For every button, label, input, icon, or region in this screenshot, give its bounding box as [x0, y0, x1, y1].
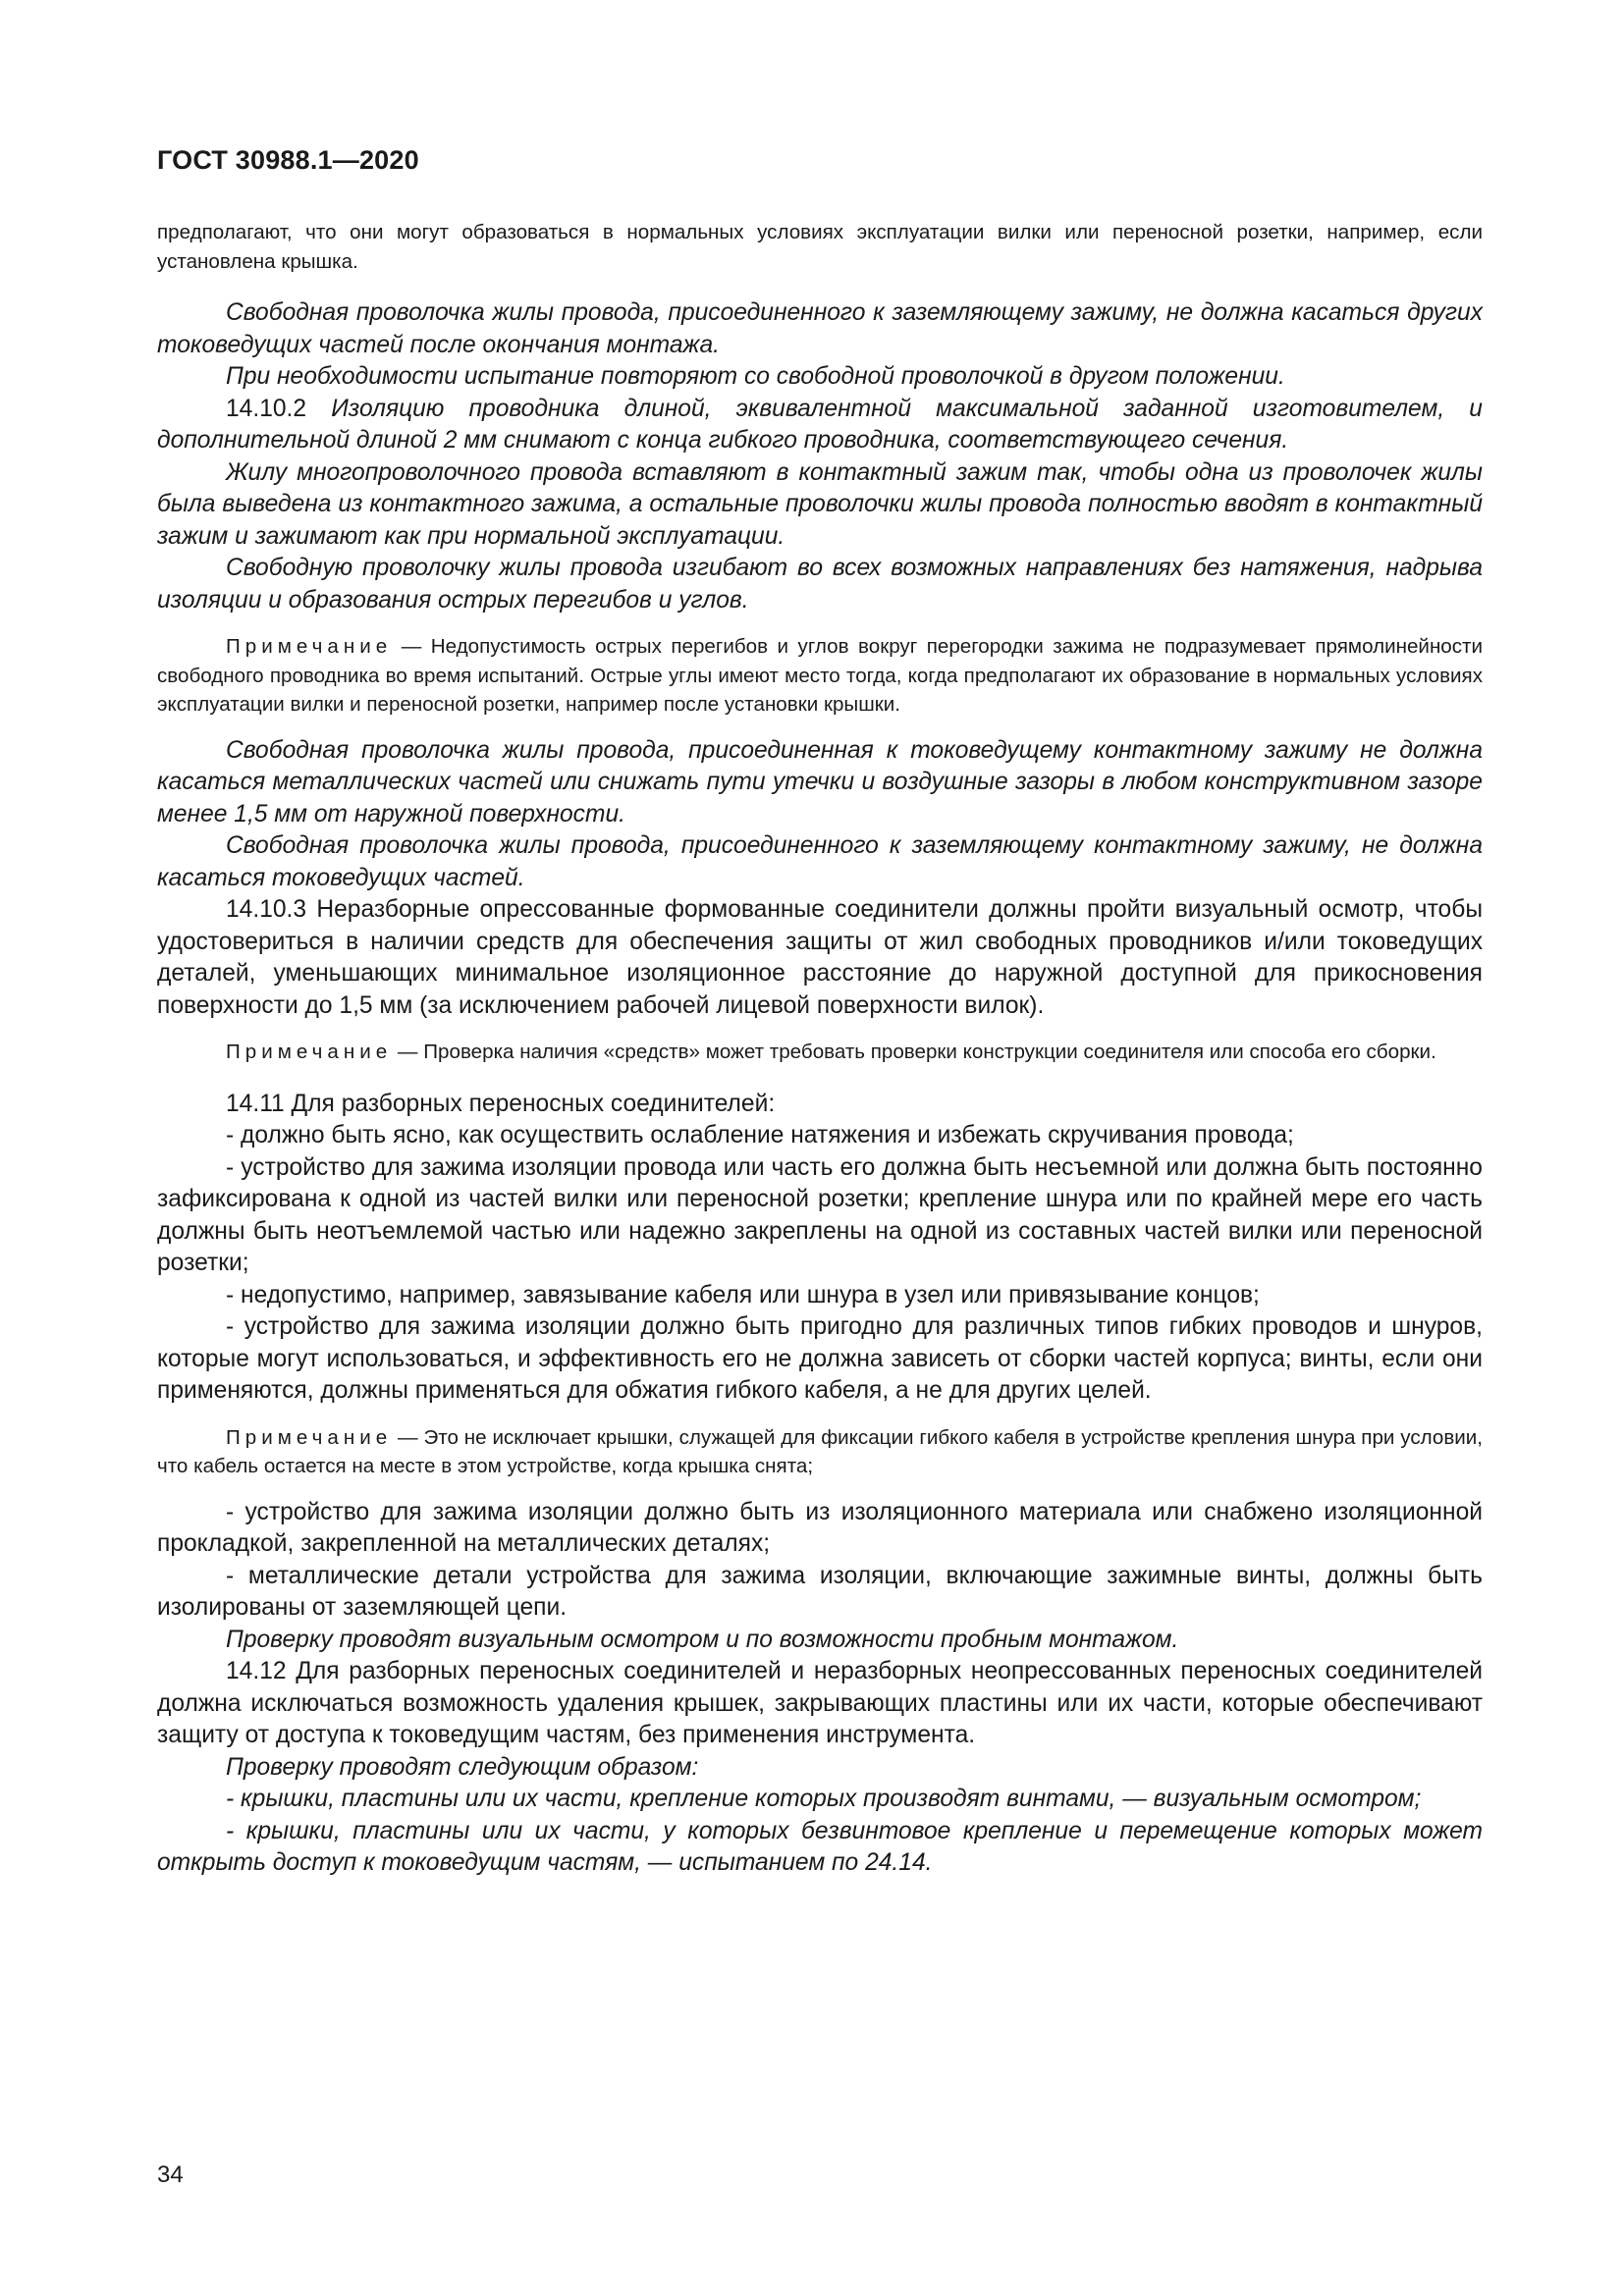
note-2 [157, 1038, 1483, 1067]
paragraph-14-10-2 [157, 394, 1483, 457]
list-item: - должно быть ясно, как осуществить ослабление натяжения и избежать скручивания провода; [226, 1122, 1294, 1148]
document-body [157, 218, 1483, 1880]
list-item: - крышки, пластины или их части, крепление которых производят винтами, — визуальным осмотром; [226, 1786, 1422, 1812]
paragraph-live-wire: Свободная проволочка жилы провода, присоединенная к токоведущему контактному зажиму не должна касаться металлических частей или снижать пути утечки и воздушные зазоры в любом конструктивном зазоре менее 1,5 мм от наружной поверхности. [157, 736, 1483, 828]
note-3 [157, 1423, 1483, 1481]
note-label: Примечание [226, 1425, 393, 1449]
document-page [157, 0, 1483, 2296]
paragraph-14-12: 14.12 Для разборных переносных соединителей и неразборных неопрессованных переносных соединителей должна исключаться возможность удаления крышек, закрывающих пластины или их части, которые обеспечивают защиту от доступа к токоведущим частям, без применения инструмента. [157, 1658, 1483, 1748]
intro-paragraph: предполагают, что они могут образоваться в нормальных условиях эксплуатации вилки или переносной розетки, например, если установлена крышка. [157, 221, 1483, 273]
document-header: ГОСТ 30988.1—2020 [157, 145, 419, 175]
paragraph-earth-contact: Свободная проволочка жилы провода, присоединенного к заземляющему контактному зажиму, не должна касаться токоведущих частей. [157, 832, 1483, 891]
paragraph-14-10-3: 14.10.3 Неразборные опрессованные формованные соединители должны пройти визуальный осмотр, чтобы удостовериться в наличии средств для обеспечения защиты от жил свободных проводников и/или токоведущих деталей, уменьшающих минимальное изоляционное расстояние до наружной доступной для прикосновения поверхности до 1,5 мм (за исключением рабочей лицевой поверхности вилок). [157, 896, 1483, 1019]
clause-text: Изоляцию проводника длиной, эквивалентной максимальной заданной изготовителем, и дополнительной длиной 2 мм снимают с конца гибкого проводника, соответствующего сечения. [157, 395, 1483, 454]
page-number: 34 [157, 2162, 184, 2188]
note-text: — Проверка наличия «средств» может требовать проверки конструкции соединителя или способа его сборки. [392, 1041, 1436, 1063]
note-text: — Это не исключает крышки, служащей для фиксации гибкого кабеля в устройстве крепления шнура при условии, что кабель остается на месте в этом устройстве, когда крышка снята; [157, 1425, 1483, 1477]
paragraph-visual-check: Проверку проводят визуальным осмотром и по возможности пробным монтажом. [226, 1626, 1179, 1653]
paragraph-14-11: 14.11 Для разборных переносных соединителей: [226, 1090, 776, 1117]
paragraph-check-method: Проверку проводят следующим образом: [226, 1753, 699, 1781]
paragraph-earth-wire: Свободная проволочка жилы провода, присоединенного к заземляющему зажиму, не должна касаться других токоведущих частей после окончания монтажа. [157, 299, 1483, 358]
list-item: - металлические детали устройства для зажима изоляции, включающие зажимные винты, должны быть изолированы от заземляющей цепи. [157, 1562, 1483, 1621]
note-label: Примечание [226, 1041, 393, 1063]
list-item: - устройство для зажима изоляции должно быть из изоляционного материала или снабжено изоляционной прокладкой, закрепленной на металлических деталях; [157, 1498, 1483, 1557]
paragraph-multiwire: Жилу многопроволочного провода вставляют в контактный зажим так, чтобы одна из проволочек жилы была выведена из контактного зажима, а остальные проволочки жилы провода полностью вводят в контактный зажим и зажимают как при нормальной эксплуатации. [157, 458, 1483, 550]
note-text: — Недопустимость острых перегибов и углов вокруг перегородки зажима не подразумевает прямолинейности свободного проводника во время испытаний. Острые углы имеют место тогда, когда предполагают их образование в нормальных условиях эксплуатации вилки и переносной розетки, например после установки крышки. [157, 635, 1483, 716]
list-item: - устройство для зажима изоляции должно быть пригодно для различных типов гибких проводов и шнуров, которые могут использоваться, и эффективность его не должна зависеть от сборки частей корпуса; винты, если они применяются, должны применяться для обжатия гибкого кабеля, а не для других целей. [157, 1313, 1483, 1404]
paragraph-repeat-test: При необходимости испытание повторяют со свободной проволочкой в другом положении. [226, 363, 1285, 390]
clause-number: 14.10.2 [226, 395, 307, 422]
note-label: Примечание [226, 635, 393, 658]
list-item: - крышки, пластины или их части, у которых безвинтовое крепление и перемещение которых может открыть доступ к токоведущим частям, — испытанием по 24.14. [157, 1817, 1483, 1876]
note-1 [157, 632, 1483, 720]
paragraph-bend-wire: Свободную проволочку жилы провода изгибают во всех возможных направлениях без натяжения, надрыва изоляции и образования острых перегибов и углов. [157, 555, 1483, 614]
list-item: - устройство для зажима изоляции провода или часть его должна быть несъемной или должна быть постоянно зафиксирована к одной из частей вилки или переносной розетки; крепление шнура или по крайней мере его часть должны быть неотъемлемой частью или надежно закреплены на одной из составных частей вилки или переносной розетки; [157, 1153, 1483, 1276]
list-item: - недопустимо, например, завязывание кабеля или шнура в узел или привязывание концов; [226, 1281, 1260, 1308]
